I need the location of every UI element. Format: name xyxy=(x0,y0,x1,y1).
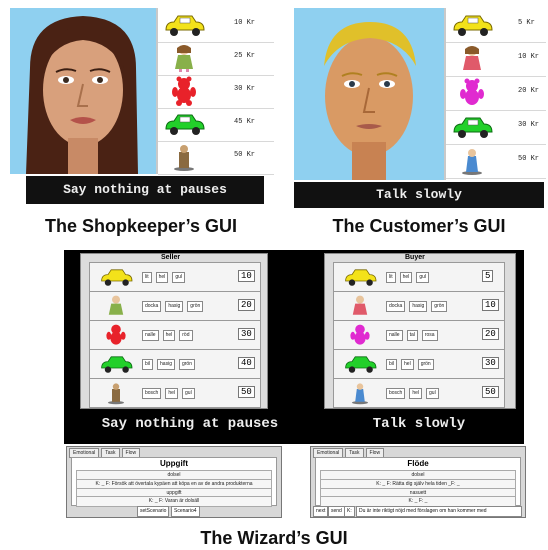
tab-flow[interactable]: Flow xyxy=(366,448,385,458)
seller-row xyxy=(89,262,261,292)
price-row-figure[interactable] xyxy=(446,144,546,179)
price-row-bear[interactable] xyxy=(158,74,274,109)
flow-option[interactable]: nasuett xyxy=(320,488,516,499)
price-field[interactable]: 20 xyxy=(238,299,255,311)
task-option[interactable]: uppgift xyxy=(76,488,272,499)
seller-row xyxy=(89,378,261,408)
state-select[interactable]: hel xyxy=(156,272,169,283)
task-box xyxy=(71,457,277,506)
state-select[interactable]: hel xyxy=(163,330,176,341)
green-car-icon xyxy=(162,109,206,139)
flow-option[interactable]: K: _ F: Rätta dig själv hela tiden _F: _ xyxy=(320,479,516,490)
seller-row xyxy=(89,291,261,321)
scenario-select[interactable]: Scenario4 xyxy=(171,506,200,517)
wizard-buyer-panel xyxy=(324,253,516,409)
seller-row xyxy=(89,349,261,379)
type-select[interactable]: bosch xyxy=(142,388,161,399)
type-select[interactable]: bil xyxy=(142,359,153,370)
price-label: 10 Kr xyxy=(234,19,256,27)
shopkeeper-gui-label: The Shopkeeper’s GUI xyxy=(44,216,238,236)
red-bear-icon xyxy=(162,76,206,106)
wizard-seller-panel xyxy=(80,253,268,409)
price-field[interactable]: 30 xyxy=(482,357,499,369)
state-select[interactable]: hasig xyxy=(409,301,427,312)
doll-icon xyxy=(162,43,206,73)
price-row-green-car[interactable] xyxy=(158,107,274,142)
wizard-task-panel xyxy=(66,446,282,518)
magenta-bear-icon[interactable] xyxy=(338,323,382,347)
state-select[interactable]: hasig xyxy=(165,301,183,312)
customer-price-list xyxy=(444,8,546,180)
state-select[interactable]: hel xyxy=(165,388,178,399)
price-label: 10 Kr xyxy=(518,53,540,61)
price-label: 50 Kr xyxy=(234,151,256,159)
color-select[interactable]: grön xyxy=(431,301,447,312)
figurine-icon xyxy=(162,142,206,172)
speaker-label: K: xyxy=(344,506,355,517)
color-select[interactable]: grön xyxy=(187,301,203,312)
task-heading: Uppgift xyxy=(160,459,188,468)
price-label: 5 Kr xyxy=(518,19,535,27)
price-label: 50 Kr xyxy=(518,155,540,163)
next-button[interactable]: next xyxy=(313,506,328,517)
customer-face-area xyxy=(294,8,444,180)
customer-gui xyxy=(294,8,544,206)
shopkeeper-caption: Say nothing at pauses xyxy=(26,176,264,204)
wizard-buyer-caption: Talk slowly xyxy=(324,410,514,438)
price-label: 30 Kr xyxy=(518,121,540,129)
price-label: 30 Kr xyxy=(234,85,256,93)
customer-gui-label: The Customer’s GUI xyxy=(332,216,506,236)
type-select[interactable]: nalle xyxy=(142,330,159,341)
customer-caption: Talk slowly xyxy=(294,182,544,208)
doll-icon[interactable] xyxy=(94,294,138,318)
color-select[interactable]: grön xyxy=(418,359,434,370)
task-option[interactable]: K: _ F: Varan är dolsäll xyxy=(76,496,272,507)
price-label: 45 Kr xyxy=(234,118,256,126)
price-row-bear[interactable] xyxy=(446,76,546,111)
wizard-seller-caption: Say nothing at pauses xyxy=(70,410,310,438)
yellow-car-icon[interactable] xyxy=(94,265,138,289)
state-select[interactable]: hel xyxy=(401,359,414,370)
figurine-icon[interactable] xyxy=(94,381,138,405)
color-select[interactable]: gul xyxy=(172,272,185,283)
tab-emotional[interactable]: Emotional xyxy=(69,448,99,458)
green-car-icon[interactable] xyxy=(94,352,138,376)
price-row-green-car[interactable] xyxy=(446,110,546,145)
price-row-car[interactable] xyxy=(446,8,546,43)
type-select[interactable]: nalle xyxy=(386,330,403,341)
doll-icon xyxy=(450,44,494,74)
shopkeeper-avatar xyxy=(10,8,156,174)
yellow-car-icon xyxy=(450,10,494,40)
type-select[interactable]: bosch xyxy=(386,388,405,399)
price-field[interactable]: 50 xyxy=(482,386,499,398)
color-select[interactable]: gul xyxy=(416,272,429,283)
price-field[interactable]: 40 xyxy=(238,357,255,369)
price-field[interactable]: 20 xyxy=(482,328,499,340)
seller-title: Seller xyxy=(161,254,181,261)
price-row-doll[interactable] xyxy=(158,41,274,76)
price-row-car[interactable] xyxy=(158,8,274,43)
doll-icon[interactable] xyxy=(338,294,382,318)
color-select[interactable]: röd xyxy=(179,330,192,341)
flow-box xyxy=(315,457,521,506)
price-field[interactable]: 50 xyxy=(238,386,255,398)
buyer-row xyxy=(333,349,505,379)
color-select[interactable]: gul xyxy=(426,388,439,399)
buyer-row xyxy=(333,291,505,321)
wizard-flow-panel xyxy=(310,446,526,518)
shopkeeper-price-list xyxy=(156,8,274,174)
shopkeeper-face-area xyxy=(10,8,156,174)
type-select[interactable]: bil xyxy=(386,359,397,370)
tab-task[interactable]: Task xyxy=(101,448,119,458)
shopkeeper-gui xyxy=(10,8,272,206)
utterance-input[interactable]: Du är inte riktigt nöjd med förslagen om han kommer med xyxy=(356,506,522,517)
flow-option[interactable]: dolsel xyxy=(320,470,516,481)
magenta-bear-icon xyxy=(450,78,494,108)
blue-figurine-icon[interactable] xyxy=(338,381,382,405)
color-select[interactable]: rosa xyxy=(422,330,438,341)
state-select[interactable]: hel xyxy=(400,272,413,283)
green-car-icon[interactable] xyxy=(338,352,382,376)
color-select[interactable]: gul xyxy=(182,388,195,399)
buyer-row xyxy=(333,320,505,350)
buyer-title: Buyer xyxy=(405,254,425,261)
state-select[interactable]: hel xyxy=(409,388,422,399)
yellow-car-icon[interactable] xyxy=(338,265,382,289)
customer-avatar xyxy=(294,8,444,180)
buyer-row xyxy=(333,378,505,408)
wizard-gui-label: The Wizard’s GUI xyxy=(200,528,348,548)
red-bear-icon[interactable] xyxy=(94,323,138,347)
color-select[interactable]: grön xyxy=(179,359,195,370)
price-label: 20 Kr xyxy=(518,87,540,95)
price-field[interactable]: 10 xyxy=(482,299,499,311)
tab-flow[interactable]: Flow xyxy=(122,448,141,458)
task-option[interactable]: dolsel xyxy=(76,470,272,481)
price-row-doll[interactable] xyxy=(446,42,546,77)
seller-row xyxy=(89,320,261,350)
yellow-car-icon xyxy=(162,10,206,40)
send-button[interactable]: send xyxy=(328,506,345,517)
price-field[interactable]: 10 xyxy=(238,270,255,282)
type-select[interactable]: docka xyxy=(386,301,405,312)
blue-figurine-icon xyxy=(450,146,494,176)
price-field[interactable]: 30 xyxy=(238,328,255,340)
type-select[interactable]: lit xyxy=(386,272,396,283)
tab-task[interactable]: Task xyxy=(345,448,363,458)
state-select[interactable]: tal xyxy=(407,330,418,341)
buyer-row xyxy=(333,262,505,292)
task-option[interactable]: K: _ F: Försök att övertala kypäen att köpa en av de andra produkterna xyxy=(76,479,272,490)
price-field[interactable]: 5 xyxy=(482,270,493,282)
type-select[interactable]: lit xyxy=(142,272,152,283)
flow-heading: Flöde xyxy=(407,459,429,468)
state-select[interactable]: hasig xyxy=(157,359,175,370)
type-select[interactable]: docka xyxy=(142,301,161,312)
tab-emotional[interactable]: Emotional xyxy=(313,448,343,458)
green-car-icon xyxy=(450,112,494,142)
price-label: 25 Kr xyxy=(234,52,256,60)
price-row-figure[interactable] xyxy=(158,140,274,175)
flow-option[interactable]: K: _ F: _ xyxy=(320,496,516,507)
set-scenario-button[interactable]: setScenario xyxy=(137,506,169,517)
